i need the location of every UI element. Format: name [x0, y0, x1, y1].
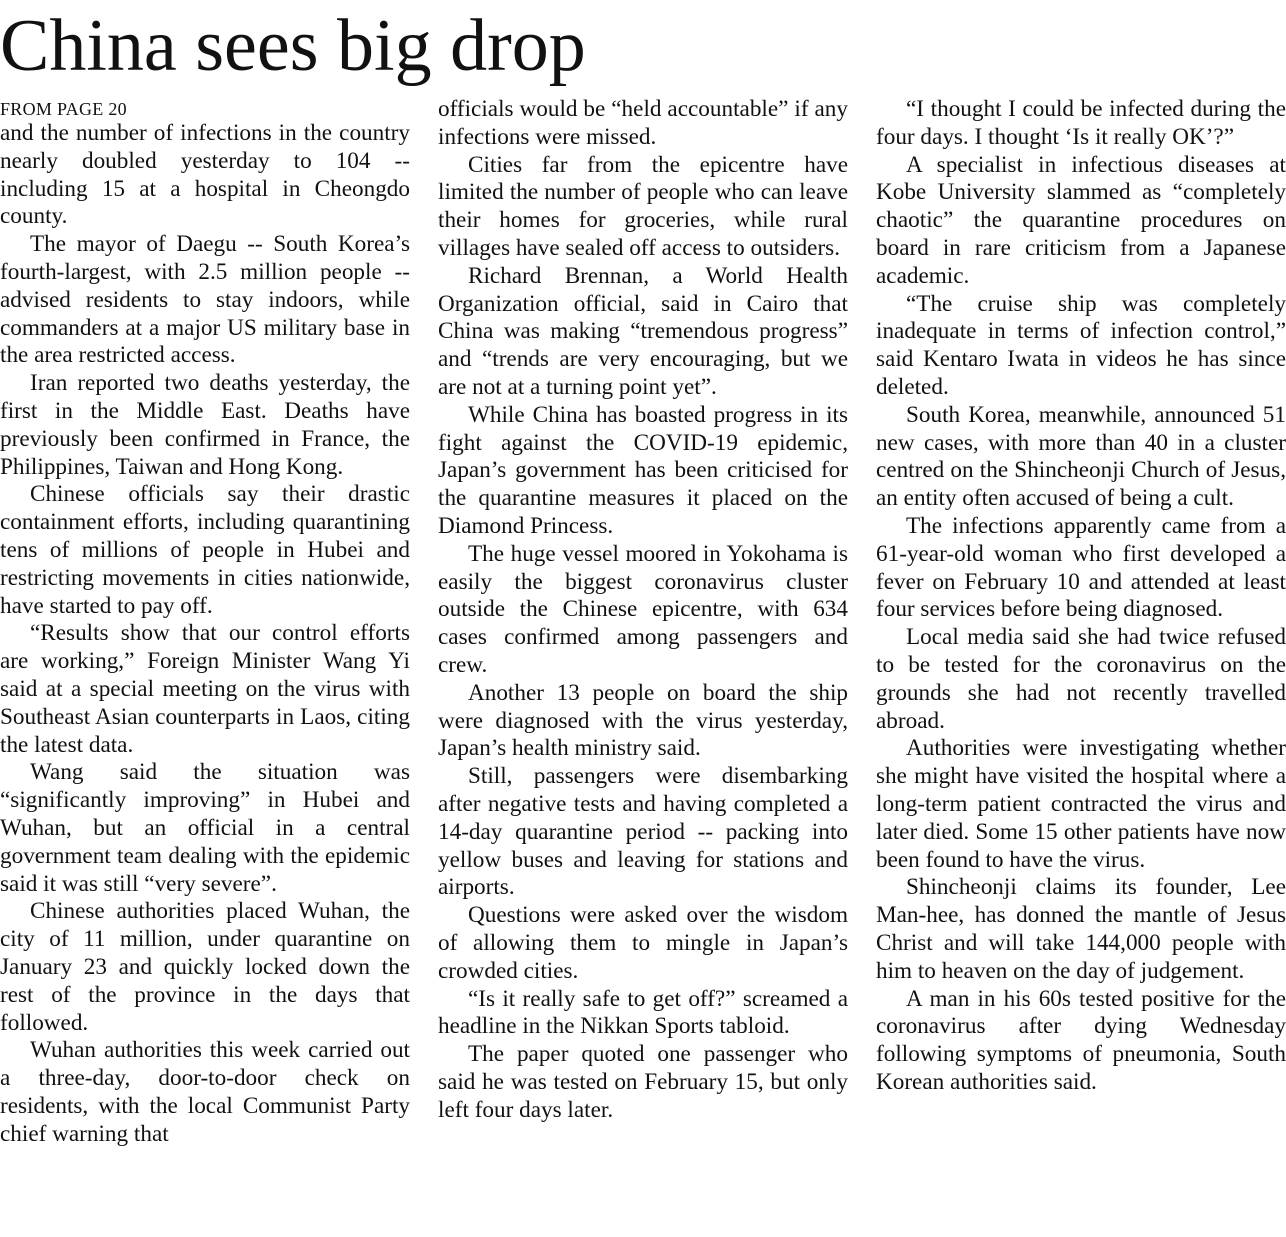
paragraph: Wang said the situation was “significantly improving” in Hubei and Wuhan, but an official in a central government team dealing with the epidemic said it was still “very severe”.: [0, 759, 410, 897]
paragraph: A man in his 60s tested positive for the coronavirus after dying Wednesday following symptoms of pneumonia, South Korean authorities said.: [876, 985, 1286, 1095]
paragraph: Wuhan authorities this week carried out a three-day, door-to-door check on residents, with the local Communist Party chief warning that: [0, 1037, 410, 1147]
paragraph: “Results show that our control efforts are working,” Foreign Minister Wang Yi said at a special meeting on the virus with Southeast Asian counterparts in Laos, citing the latest data.: [0, 620, 410, 758]
paragraph: Cities far from the epicentre have limited the number of people who can leave their homes for groceries, while rural villages have sealed off access to outsiders.: [438, 151, 848, 261]
paragraph: While China has boasted progress in its fight against the COVID-19 epidemic, Japan’s government has been criticised for the quarantine measures it placed on the Diamond Princess.: [438, 401, 848, 539]
paragraph: The paper quoted one passenger who said he was tested on February 15, but only left four days later.: [438, 1041, 848, 1123]
paragraph: officials would be “held accountable” if any infections were missed.: [438, 96, 848, 150]
paragraph: Shincheonji claims its founder, Lee Man-hee, has donned the mantle of Jesus Christ and will take 144,000 people with him to heaven on the day of judgement.: [876, 874, 1286, 984]
paragraph: Richard Brennan, a World Health Organization official, said in Cairo that China was making “tremendous progress” and “trends are very encouraging, but we are not at a turning point yet”.: [438, 262, 848, 400]
article-column-2: [438, 96, 848, 1236]
paragraph: Still, passengers were disembarking after negative tests and having completed a 14-day quarantine period -- packing into yellow buses and leaving for stations and airports.: [438, 763, 848, 901]
paragraph: A specialist in infectious diseases at Kobe University slammed as “completely chaotic” the quarantine procedures on board in rare criticism from a Japanese academic.: [876, 151, 1286, 289]
paragraph: “I thought I could be infected during the four days. I thought ‘Is it really OK’?”: [876, 96, 1286, 150]
paragraph: The infections apparently came from a 61-year-old woman who first developed a fever on February 10 and attended at least four services before being diagnosed.: [876, 512, 1286, 623]
article-column-3: [876, 96, 1286, 1236]
article-column-1: [0, 96, 410, 1236]
paragraph: Authorities were investigating whether she might have visited the hospital where a long-term patient contracted the virus and later died. Some 15 other patients have now been found to have the virus.: [876, 735, 1286, 873]
paragraph: “Is it really safe to get off?” screamed a headline in the Nikkan Sports tabloid.: [438, 985, 848, 1040]
paragraph: Questions were asked over the wisdom of allowing them to mingle in Japan’s crowded cities.: [438, 902, 848, 984]
paragraph: Chinese authorities placed Wuhan, the city of 11 million, under quarantine on January 23 and quickly locked down the rest of the province in the days that followed.: [0, 898, 410, 1036]
paragraph: South Korea, meanwhile, announced 51 new cases, with more than 40 in a cluster centred on the Shincheonji Church of Jesus, an entity often accused of being a cult.: [876, 401, 1286, 512]
paragraph: The huge vessel moored in Yokohama is easily the biggest coronavirus cluster outside the Chinese epicentre, with 634 cases confirmed among passengers and crew.: [438, 540, 848, 678]
paragraph: “The cruise ship was completely inadequate in terms of infection control,” said Kentaro Iwata in videos he has since deleted.: [876, 290, 1286, 400]
paragraph: Local media said she had twice refused to be tested for the coronavirus on the grounds she had not recently travelled abroad.: [876, 624, 1286, 734]
headline: China sees big drop: [0, 5, 586, 87]
paragraph: and the number of infections in the country nearly doubled yesterday to 104 -- including 15 at a hospital in Cheongdo county.: [0, 120, 410, 230]
paragraph: Chinese officials say their drastic containment efforts, including quarantining tens of millions of people in Hubei and restricting movements in cities nationwide, have started to pay off.: [0, 481, 410, 619]
jump-line: FROM PAGE 20: [0, 99, 127, 119]
paragraph: Iran reported two deaths yesterday, the first in the Middle East. Deaths have previously been confirmed in France, the Philippines, Taiwan and Hong Kong.: [0, 370, 410, 480]
paragraph: Another 13 people on board the ship were diagnosed with the virus yesterday, Japan’s health ministry said.: [438, 679, 848, 762]
paragraph: The mayor of Daegu -- South Korea’s fourth-largest, with 2.5 million people -- advised residents to stay indoors, while commanders at a major US military base in the area restricted access.: [0, 231, 410, 369]
